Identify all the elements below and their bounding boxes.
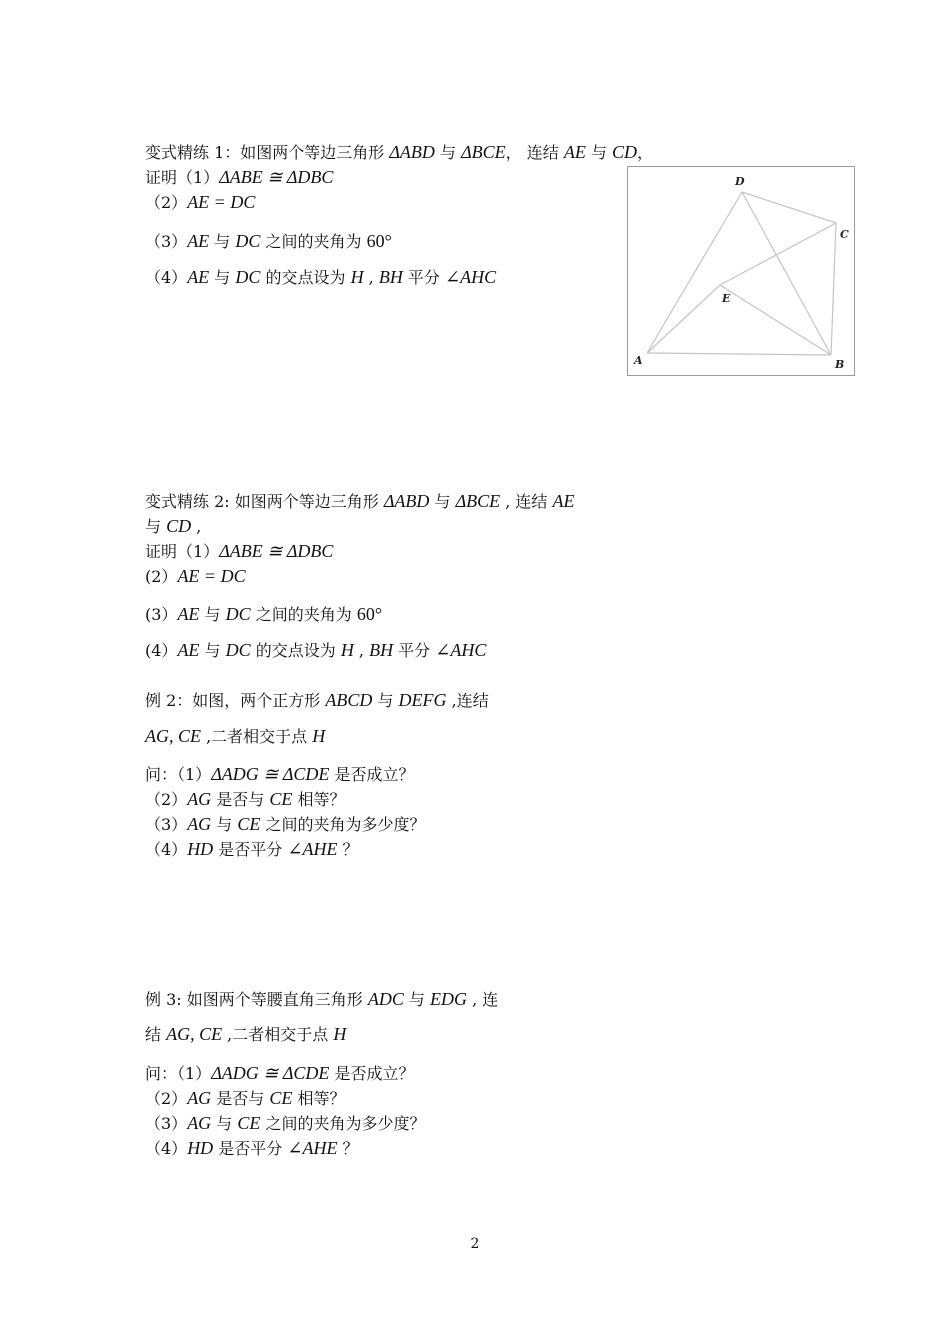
example-2-question-1: 问：（1）ΔADG ≅ ΔCDE 是否成立？	[145, 764, 415, 784]
label-A: A	[634, 354, 643, 367]
exercise-2-proof-1: 证明（1）ΔABE ≅ ΔDBC	[145, 541, 334, 561]
exercise-1-proof-3: （3）AE 与 DC 之间的夹角为 60°	[145, 231, 392, 251]
label-B: B	[835, 358, 845, 371]
example-2-question-3: （3）AG 与 CE 之间的夹角为多少度？	[145, 814, 426, 834]
exercise-2-title-cont: 与 CD ,	[145, 516, 202, 536]
example-3-title-cont: 结 AG, CE ,二者相交于点 H	[145, 1024, 347, 1044]
label-C: C	[840, 228, 849, 241]
example-2-title-cont: AG, CE ,二者相交于点 H	[145, 726, 326, 746]
label-D: D	[735, 175, 745, 188]
example-2-question-2: （2）AG 是否与 CE 相等？	[145, 789, 346, 809]
exercise-2-proof-2: (2）AE = DC	[145, 566, 246, 586]
segment-EB	[720, 285, 831, 355]
segment-AB	[647, 353, 831, 355]
example-3-title: 例 3: 如图两个等腰直角三角形 ADC 与 EDG , 连	[145, 989, 499, 1009]
example-3-question-2: （2）AG 是否与 CE 相等？	[145, 1088, 346, 1108]
segment-CB	[831, 223, 836, 355]
geometry-figure	[627, 166, 855, 376]
page-number: 2	[470, 1236, 480, 1252]
exercise-2-proof-3: (3）AE 与 DC 之间的夹角为 60°	[145, 604, 383, 624]
example-3-question-1: 问：（1）ΔADG ≅ ΔCDE 是否成立？	[145, 1063, 415, 1083]
exercise-1-proof-4: （4）AE 与 DC 的交点设为 H , BH 平分 ∠AHC	[145, 267, 497, 287]
segment-CE	[720, 223, 836, 285]
exercise-1-title: 变式精练 1：如图两个等边三角形 ΔABD 与 ΔBCE， 连结 AE 与 CD，	[145, 142, 654, 162]
exercise-2-title: 变式精练 2: 如图两个等边三角形 ΔABD 与 ΔBCE , 连结 AE	[145, 491, 575, 511]
exercise-2-proof-4: (4）AE 与 DC 的交点设为 H , BH 平分 ∠AHC	[145, 640, 487, 660]
example-2-question-4: （4）HD 是否平分 ∠AHE ？	[145, 839, 359, 859]
segment-AD	[647, 192, 742, 353]
label-E: E	[722, 292, 731, 305]
example-3-question-3: （3）AG 与 CE 之间的夹角为多少度？	[145, 1113, 426, 1133]
example-3-question-4: （4）HD 是否平分 ∠AHE ？	[145, 1138, 359, 1158]
example-2-title: 例 2：如图，两个正方形 ABCD 与 DEFG ,连结	[145, 690, 489, 710]
exercise-1-proof-1: 证明（1）ΔABE ≅ ΔDBC	[145, 167, 334, 187]
segment-AE	[647, 285, 720, 353]
triangles-diagram	[628, 167, 854, 375]
exercise-1-proof-2: （2）AE = DC	[145, 192, 256, 212]
